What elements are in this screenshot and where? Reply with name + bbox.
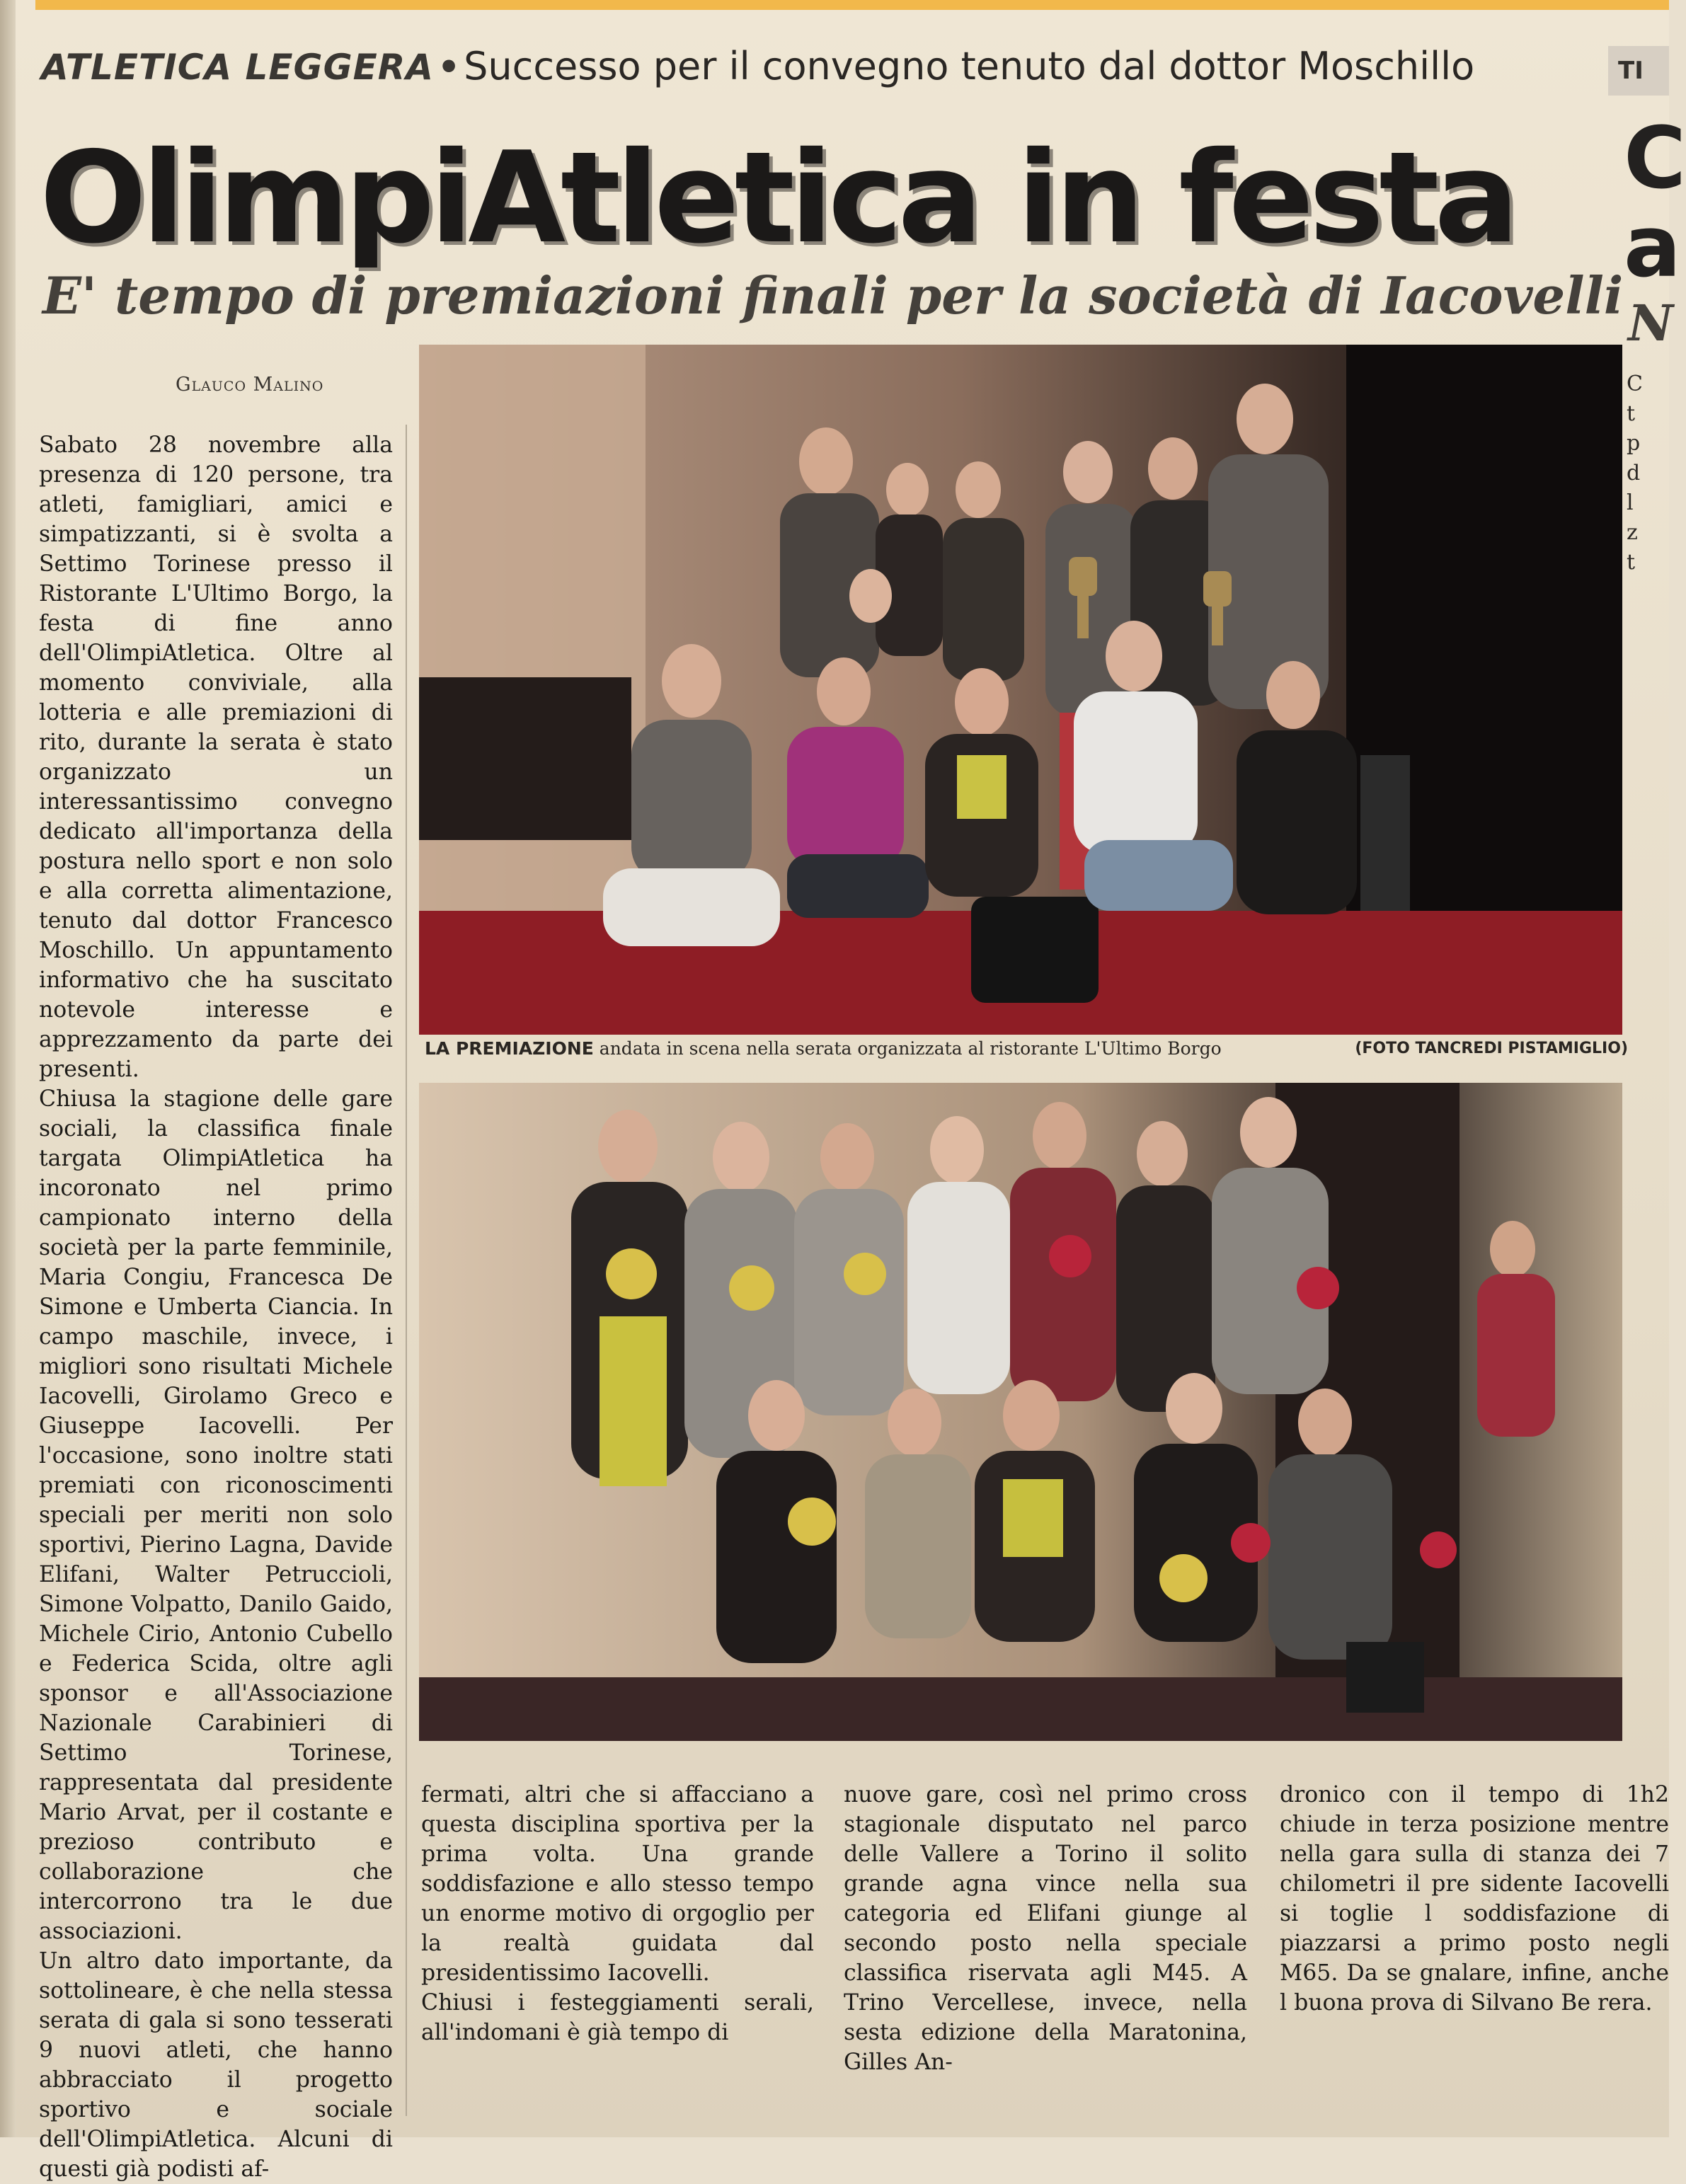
headline: OlimpiAtletica in festa [40, 125, 1515, 271]
top-color-strip [35, 0, 1669, 10]
paragraph: Chiusa la stagione delle gare sociali, la classifica finale targata OlimpiAtletica ha incoronato nel primo campionato interno della società per la parte femminile, Maria Congiu, Francesca De Simone e Umberta Ciancia. In campo maschile, invece, i migliori sono risultati Michele Iacovelli, Girolamo Greco e Giuseppe Iacovelli. Per l'occasione, sono inoltre stati premiati con riconoscimenti speciali per meriti non solo sportivi, Pierino Lagna, Davide Elifani, Walter Petruccioli, Simone Volpatto, Danilo Gaido, Michele Cirio, Antonio Cubello e Federica Scida, oltre agli sponsor e all'Associazione Nazionale Carabinieri di Settimo Torinese, rappresentata dal presidente Mario Arvat, per il costante e prezioso contributo e collaborazione che intercorrono tra le due associazioni. [39, 1086, 393, 1944]
adjacent-section-tab: TI [1608, 46, 1669, 96]
adjacent-text-fragment: d [1627, 461, 1641, 485]
kicker [41, 44, 1598, 108]
adjacent-headline-fragment: a [1624, 198, 1681, 297]
adjacent-headline-fragment: C [1624, 110, 1686, 208]
photo-award-ceremony-image [419, 345, 1622, 1035]
adjacent-text-fragment: p [1627, 431, 1641, 456]
photo-women-group-image [419, 1083, 1622, 1741]
paragraph: dronico con il tempo di 1h2 chiude in terza posizione mentre nella gara sulla di stanza dei 7 chilometri il pre sidente Iacovelli si toglie l soddisfazione di piazzarsi a primo posto negli M65. Da se gnalare, infine, anche l buona prova di Silvano Be rera. [1280, 1782, 1669, 2016]
article-column-2 [421, 1780, 814, 2120]
photo-credit: (FOTO TANCREDI PISTAMIGLIO) [1355, 1040, 1628, 1057]
paragraph: Chiusi i festeggiamenti serali, all'indomani è già tempo di [421, 1990, 814, 2045]
adjacent-text-fragment: t [1627, 401, 1636, 426]
caption-text: andata in scena nella serata organizzata al ristorante L'Ultimo Borgo [593, 1038, 1222, 1059]
kicker-subtitle: Successo per il convegno tenuto dal dottor Moschillo [464, 44, 1475, 88]
photo-award-ceremony [419, 345, 1622, 1035]
adjacent-deck-fragment: N [1628, 294, 1673, 352]
deck-subheadline: E' tempo di premiazioni finali per la società di Iacovelli [42, 265, 1624, 326]
photo-women-group [419, 1083, 1622, 1741]
kicker-bullet: • [437, 47, 461, 88]
paragraph: Sabato 28 novembre alla presenza di 120 persone, tra atleti, famigliari, amici e simpatizzanti, si è svolta a Settimo Torinese presso il Ristorante L'Ultimo Borgo, la festa di fine anno dell'OlimpiAtletica. Oltre al momento conviviale, alla lotteria e alle premiazioni di rito, durante la serata è stato organizzato un interessantissimo convegno dedicato all'importanza della postura nello sport e non solo e alla corretta alimentazione, tenuto dal dottor Francesco Moschillo. Un appuntamento informativo che ha suscitato notevole interesse e apprezzamento da parte dei presenti. [39, 432, 393, 1082]
caption-lead: LA PREMIAZIONE [425, 1038, 594, 1059]
photo-caption [425, 1033, 1628, 1064]
page-fold-shadow [0, 0, 16, 2137]
adjacent-article-edge [1608, 39, 1686, 2127]
section-label: ATLETICA LEGGERA [41, 47, 434, 88]
article-column-1 [39, 430, 393, 2182]
adjacent-text-fragment: C [1627, 372, 1643, 396]
adjacent-text-fragment: t [1627, 550, 1636, 575]
paragraph: Un altro dato importante, da sottolineare, è che nella stessa serata di gala si sono tesserati 9 nuovi atleti, che hanno abbracciato il progetto sportivo e sociale dell'OlimpiAtletica. Alcuni di questi già podisti af- [39, 1948, 393, 2182]
article-column-3 [844, 1780, 1247, 2120]
paragraph: fermati, altri che si affacciano a questa disciplina sportiva per la prima volta. Una grande soddisfazione e allo stesso tempo un enorme motivo di orgoglio per la realtà guidata dal presidentissimo Iacovelli. [421, 1782, 814, 1986]
adjacent-text-fragment: l [1627, 490, 1634, 515]
column-rule [406, 425, 407, 2116]
adjacent-text-fragment: z [1627, 520, 1638, 545]
byline: Glauco Malino [176, 374, 324, 396]
paragraph: nuove gare, così nel primo cross stagionale disputato nel parco delle Vallere a Torino il solito grande agna vince nella sua categoria ed Elifani giunge al secondo posto nella speciale classifica riservata agli M45. A Trino Vercellese, invece, nella sesta edizione della Maratonina, Gilles An- [844, 1782, 1247, 2075]
